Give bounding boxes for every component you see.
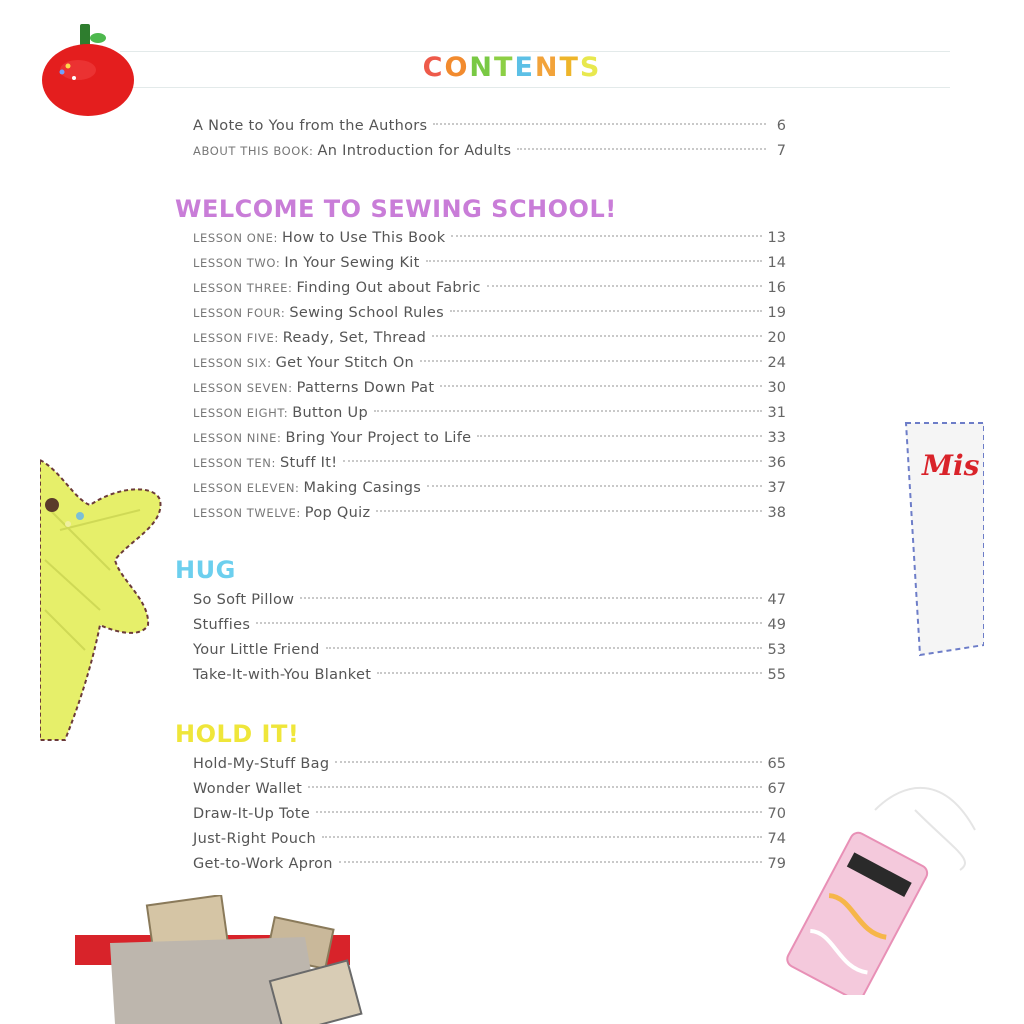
toc-entry-page-number: 47 (767, 592, 786, 608)
toc-entry (193, 401, 786, 426)
pillow-text: Mis (922, 449, 980, 482)
toc-entry (193, 588, 786, 613)
toc-entry-title: Get-to-Work Apron (193, 856, 333, 872)
toc-entry (193, 351, 786, 376)
toc-entry-title: Stuffies (193, 617, 251, 633)
title-letter: T (559, 52, 580, 83)
dot-leader (432, 335, 761, 337)
title-letter: S (579, 52, 602, 83)
toc-entry (193, 376, 786, 401)
apple-pincushion-image (38, 20, 138, 120)
pillow-image (900, 415, 984, 660)
toc-entry-prefix: ABOUT THIS BOOK: (193, 144, 314, 158)
dot-leader (300, 597, 761, 599)
toc-entry-title: So Soft Pillow (193, 592, 295, 608)
title-underline-rule (120, 87, 950, 88)
toc-entry-prefix: LESSON SIX: (193, 356, 272, 370)
toc-entry (193, 139, 786, 164)
toc-entry-prefix: LESSON TWELVE: (193, 506, 301, 520)
toc-entry-title: How to Use This Book (281, 230, 446, 246)
toc-entry-prefix: LESSON FIVE: (193, 331, 279, 345)
dot-leader (339, 861, 762, 863)
toc-entry-page-number: 6 (776, 118, 786, 134)
dot-leader (451, 235, 761, 237)
section-heading-hold: HOLD IT! (175, 720, 300, 748)
dot-leader (256, 622, 761, 624)
toc-entry-prefix: LESSON FOUR: (193, 306, 286, 320)
toc-entry-title: An Introduction for Adults (317, 143, 512, 159)
dot-leader (420, 360, 762, 362)
title-letter: T (494, 52, 515, 83)
toc-entry (193, 501, 786, 526)
dot-leader (326, 647, 762, 649)
toc-entry-page-number: 36 (767, 455, 786, 471)
toc-entry (193, 827, 786, 852)
stuffed-toy-image (40, 450, 165, 750)
toc-entry-page-number: 19 (767, 305, 786, 321)
toc-entry-page-number: 31 (767, 405, 786, 421)
toc-entry-prefix: LESSON NINE: (193, 431, 282, 445)
toc-entry-page-number: 13 (767, 230, 786, 246)
hold-list (193, 752, 786, 877)
dot-leader (440, 385, 761, 387)
dot-leader (477, 435, 761, 437)
toc-entry-title: Wonder Wallet (193, 781, 303, 797)
toc-entry-title: Patterns Down Pat (296, 380, 435, 396)
section-heading-welcome: WELCOME TO SEWING SCHOOL! (175, 195, 617, 223)
toc-entry-page-number: 33 (767, 430, 786, 446)
section-heading-hug: HUG (175, 556, 236, 584)
dot-leader (316, 811, 761, 813)
toc-entry-title: Draw-It-Up Tote (193, 806, 311, 822)
toc-entry-title: Stuff It! (279, 455, 338, 471)
toc-entry (193, 426, 786, 451)
toc-entry-prefix: LESSON TEN: (193, 456, 276, 470)
hug-list (193, 588, 786, 688)
dot-leader (433, 123, 766, 125)
toc-entry-prefix: LESSON ELEVEN: (193, 481, 300, 495)
dot-leader (335, 761, 761, 763)
title-letter: N (534, 52, 560, 83)
toc-entry-page-number: 37 (767, 480, 786, 496)
toc-entry (193, 613, 786, 638)
dot-leader (374, 410, 762, 412)
toc-entry (193, 638, 786, 663)
title-letter: O (444, 52, 470, 83)
toc-entry-title: Finding Out about Fabric (296, 280, 481, 296)
toc-entry-title: Hold-My-Stuff Bag (193, 756, 330, 772)
toc-entry-prefix: LESSON TWO: (193, 256, 281, 270)
toc-entry (193, 852, 786, 877)
intro-list (193, 114, 786, 164)
toc-entry-page-number: 79 (767, 856, 786, 872)
toc-entry-title: Just-Right Pouch (193, 831, 316, 847)
dot-leader (427, 485, 761, 487)
toc-entry (193, 114, 786, 139)
toc-entry (193, 301, 786, 326)
dot-leader (450, 310, 762, 312)
toc-entry (193, 663, 786, 688)
pouch-image (775, 770, 990, 995)
toc-entry-title: A Note to You from the Authors (193, 118, 428, 134)
dot-leader (343, 460, 761, 462)
toc-entry (193, 326, 786, 351)
toc-entry-title: Pop Quiz (304, 505, 371, 521)
toc-entry-title: Button Up (292, 405, 368, 421)
dot-leader (487, 285, 762, 287)
toc-entry-page-number: 30 (767, 380, 786, 396)
toc-entry-page-number: 67 (767, 781, 786, 797)
toc-entry-title: Take-It-with-You Blanket (193, 667, 372, 683)
toc-entry-title: Ready, Set, Thread (282, 330, 427, 346)
toc-entry-prefix: LESSON THREE: (193, 281, 293, 295)
toc-entry (193, 802, 786, 827)
toc-entry-title: Making Casings (303, 480, 422, 496)
toc-entry-title: In Your Sewing Kit (284, 255, 420, 271)
toc-entry (193, 777, 786, 802)
toc-entry-page-number: 20 (767, 330, 786, 346)
toc-entry-page-number: 24 (767, 355, 786, 371)
toc-entry-page-number: 14 (767, 255, 786, 271)
toc-entry-page-number: 65 (767, 756, 786, 772)
toc-entry-page-number: 74 (767, 831, 786, 847)
title-letter: E (514, 52, 535, 83)
toc-entry-title: Sewing School Rules (289, 305, 444, 321)
toc-entry-page-number: 16 (767, 280, 786, 296)
title-letter: N (469, 52, 495, 83)
dot-leader (517, 148, 766, 150)
toc-entry (193, 451, 786, 476)
toc-entry-prefix: LESSON ONE: (193, 231, 278, 245)
welcome-list (193, 226, 786, 526)
toc-entry (193, 251, 786, 276)
toc-entry (193, 476, 786, 501)
page-title (0, 52, 1024, 83)
toc-entry-page-number: 49 (767, 617, 786, 633)
card-wallet-image (70, 895, 370, 1024)
toc-entry-page-number: 70 (767, 806, 786, 822)
toc-entry-prefix: LESSON EIGHT: (193, 406, 289, 420)
toc-entry-title: Get Your Stitch On (275, 355, 415, 371)
dot-leader (322, 836, 762, 838)
toc-entry-page-number: 55 (767, 667, 786, 683)
dot-leader (377, 672, 761, 674)
toc-entry (193, 226, 786, 251)
dot-leader (376, 510, 761, 512)
dot-leader (308, 786, 761, 788)
toc-entry-page-number: 7 (776, 143, 786, 159)
toc-entry (193, 276, 786, 301)
toc-entry-page-number: 53 (767, 642, 786, 658)
toc-entry-title: Bring Your Project to Life (285, 430, 472, 446)
title-letter: C (422, 52, 445, 83)
toc-entry-prefix: LESSON SEVEN: (193, 381, 293, 395)
toc-entry-title: Your Little Friend (193, 642, 320, 658)
toc-entry-page-number: 38 (767, 505, 786, 521)
toc-entry (193, 752, 786, 777)
dot-leader (426, 260, 762, 262)
